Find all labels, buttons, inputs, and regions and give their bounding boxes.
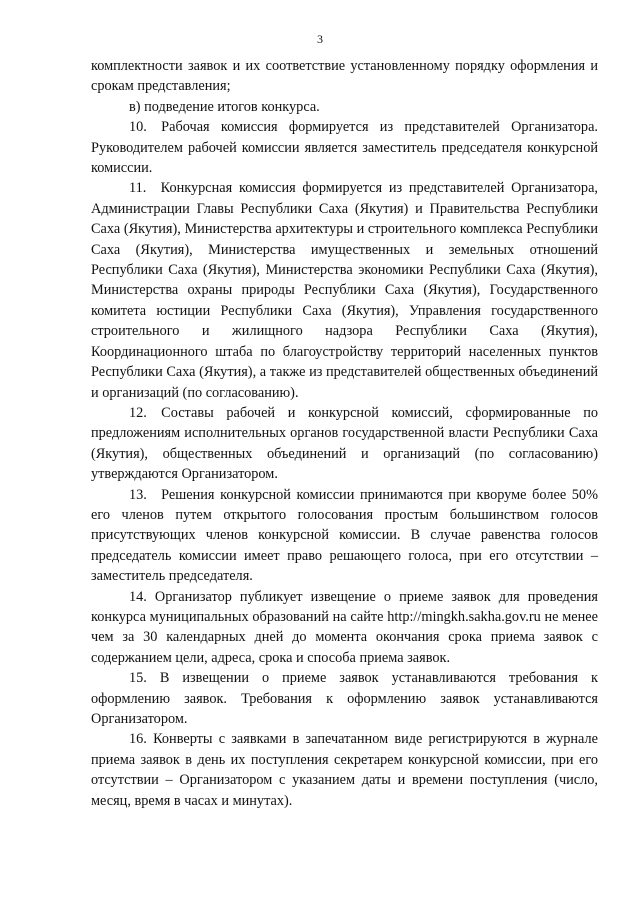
paragraph-16: 16. Конверты с заявками в запечатанном виде регистрируются в журнале приема заявок в день их поступления секретарем конкурсной комиссии, при его отсутствии – Организатором с указанием даты и времени поступления (число, месяц, время в часах и минутах). bbox=[91, 731, 598, 809]
paragraph-13: 13. Решения конкурсной комиссии принимаются при кворуме более 50% его членов путем открытого голосования простым большинством голосов присутствующих членов конкурсной комиссии. В случае равенства голосов председатель комиссии имеет право решающего голоса, при его отсутствии – заместитель председателя. bbox=[91, 486, 598, 585]
paragraph-10: 10. Рабочая комиссия формируется из представителей Организатора. Руководителем рабочей комиссии является заместитель председателя конкурсной комиссии. bbox=[91, 119, 598, 177]
paragraph-11: 11. Конкурсная комиссия формируется из представителей Организатора, Администрации Главы Республики Саха (Якутия) и Правительства Республики Саха (Якутия), Министерства архитектуры и строительного комплекса Республики Саха (Якутия), Министерства имущественных и земельных отношений Республики Саха (Якутия), Министерства экономики Республики Саха (Якутия), Министерства охраны природы Республики Саха (Якутия), Государственного комитета юстиции Республики Саха (Якутия), Управления государственного строительного и жилищного надзора Республики Саха (Якутия), Координационного штаба по благоустройству территорий населенных пунктов Республики Саха (Якутия), а также из представителей общественных объединений и организаций (по согласованию). bbox=[91, 180, 598, 401]
paragraph-item-v: в) подведение итогов конкурса. bbox=[129, 98, 320, 115]
paragraph-continuation: комплектности заявок и их соответствие установленному порядку оформления и срокам представления; bbox=[91, 58, 598, 95]
paragraph-15: 15. В извещении о приеме заявок устанавливаются требования к оформлению заявок. Требования к оформлению заявок устанавливаются Организатором. bbox=[91, 670, 598, 727]
document-body bbox=[91, 56, 598, 811]
paragraph-12: 12. Составы рабочей и конкурсной комиссий, сформированные по предложениям исполнительных органов государственной власти Республики Саха (Якутия), общественных объединений и организаций (по согласованию) утверждаются Организатором. bbox=[91, 404, 598, 483]
page-number: 3 bbox=[317, 32, 323, 46]
paragraph-14: 14. Организатор публикует извещение о приеме заявок для проведения конкурса муниципальных образований на сайте http://mingkh.sakha.gov.ru не менее чем за 30 календарных дней до момента окончания срока приема заявок с содержанием цели, адреса, срока и способа приема заявок. bbox=[91, 588, 598, 666]
